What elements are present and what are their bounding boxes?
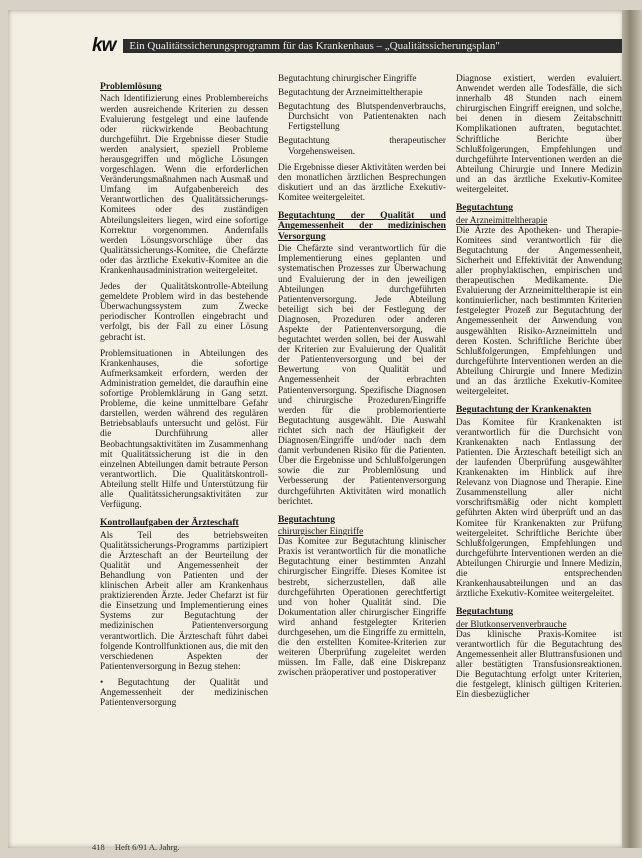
- header-title: Ein Qualitätssicherungsprogramm für das Krankenhaus – „Qualitätssicherungsplan": [123, 39, 622, 53]
- paragraph: Nach Identifizierung eines Problembereichs werden ausreichende Kriterien zu dessen Evaluierung festgelegt und eine laufende oder rückwirkende Beobachtung durchgeführt. Die Ergebnisse dieser Studie werden analysiert, speziell Probleme herausgegriffen und mögliche Lösungen vorgeschlagen. Wenn die erforderlichen Veränderungsmaßnahmen nach Ausmaß und Umfang im Aufgabenbereich des Verantwortlichen des Qualitätssicherungs-Komitees oder des zuständigen Abteilungsleiters liegen, wird eine sofortige Korrektur vorgenommen. Andernfalls werden Lösungsvorschläge über das Qualitätssicherungs-Komitee, die Chefärzte oder das ärztliche Exekutiv-Komitee an die Krankenhausadministration weitergeleitet.: [100, 94, 268, 276]
- paragraph: Das klinische Praxis-Komitee ist verantwortlich für die Begutachtung des Angemessenheit aller Bluttransfusionen und aller bestätigten Transfusionsreaktionen. Die Begutachtung erfolgt unter Kriterien, die festgelegt, klinisch gültigen Kriterien. Ein diesbezüglicher: [456, 629, 622, 701]
- column-2: [278, 74, 446, 685]
- paragraph: Die Chefärzte sind verantwortlich für die Implementierung eines geplanten und systematischen Prozesses zur Überwachung und Evaluierung der in den jeweiligen Abteilungen durchgeführten Patientenversorgung. Jede Abteilung beteiligt sich bei der Festlegung der Diagnosen, Prozeduren oder anderen Aspekte der Patientenversorgung, die begutachtet werden sollen, bei der Auswahl der Kriterien zur Evaluierung der Qualität der Patientenversorgung und bei der Bewertung von Qualität und Angemessenheit der erbrachten Patientenversorgung. Spezifische Diagnosen und chirurgische Prozeduren/Eingriffe werden für die problemorientierte Begutachtung ausgewählt. Die Auswahl richtet sich nach der Häufigkeit der Diagnosen/Eingriffe und/oder nach dem damit verbundenen Risiko für die Patienten. Über die Ergebnisse und Schlußfolgerungen sowie die zur Problemlösung und Verbesserung der Patientenversorgung durchgeführten Aktivitäten wird monatlich berichtet.: [278, 244, 446, 507]
- page: [8, 10, 624, 848]
- paragraph: Das Komitee zur Begutachtung klinischer Praxis ist verantwortlich für die monatliche Begutachtung einer bestimmten Anzahl chirurgischer Eingriffe. Dieses Komitee ist bestrebt, sicherzustellen, daß alle durchgeführten Operationen gerechtfertigt und von hoher Qualität sind. Die Dokumentation aller chirurgischer Eingriffe wird anhand festgelegter Kriterien durchgesehen, um die Eingriffe zu ermitteln, die den erstellten Komitee-Kriterien zur weiteren Überprüfung zugeleitet werden müssen. Im Falle, daß eine Diskrepanz zwischen präoperativer und postoperativer: [278, 537, 446, 679]
- paragraph: Als Teil des betriebsweiten Qualitätssicherungs-Programms partizipiert die Ärzteschaft an der Beurteilung der Qualität und Angemessenheit der Behandlung von Patienten und der klinischen Arbeit aller am Krankenhaus praktizierenden Ärzte. Jeder Chefarzt ist für die Einsetzung und Implementierung eines Systems zur Begutachtung der medizinischen Patientenversorgung verantwortlich. Die Ärzteschaft führt dabei folgende Kontrollfunktionen aus, die mit den verschiedenen Aspekten der Patientenversorgung in Bezug stehen:: [100, 530, 268, 672]
- bullet-item: • Begutachtung der Qualität und Angemessenheit der medizinischen Patientenversorgung: [100, 677, 268, 709]
- heading-chirurgischer-eingriffe: chirurgischer Eingriffe: [278, 527, 364, 538]
- bullet-item: Begutachtung des Blutspendenverbrauchs, Durchsicht von Patientenakten nach Fertigstellung: [278, 102, 446, 133]
- heading-blutkonserven: der Blutkonservenverbrauche: [456, 619, 567, 630]
- paragraph: Jedes der Qualitätskontrolle-Abteilung gemeldete Problem wird in das bestehende Überwachungssystem zum Zwecke periodischer Kontrollen eingebracht und verfolgt, bis der Fall zu einer Lösung gebracht ist.: [100, 282, 268, 343]
- paragraph: Das Komitee für Krankenakten ist verantwortlich für die Durchsicht von Krankenakten nach Entlassung der Patienten. Die Ärzteschaft beteiligt sich an der laufenden Überprüfung ausgewählter Krankenakten im Hinblick auf ihre Relevanz von Diagnose und Therapie. Eine Zusammenstellung aller nicht vorschriftsmäßig oder nicht komplett geführten Akten wird überprüft und an das Komitee für Krankenakten zur Prüfung weitergeleitet. Schriftliche Berichte über Schlußfolgerungen, Empfehlungen und durchgeführte Interventionen werden an die Abteilungen Chirurgie und Innere Medizin, die entsprechenden Krankenhausabteilungen und an das ärztliche Exekutiv-Komitee weitergeleitet.: [456, 417, 622, 600]
- paragraph: Diagnose existiert, werden evaluiert. Anwendet werden alle Todesfälle, die sich innerhalb 48 Stunden nach einem chirurgischen Eingriff ereignen, und solche, bei denen in diesem Zeitabschnitt Komplikationen auftraten, begutachtet. Schriftliche Berichte über Schlußfolgerungen, Empfehlungen und durchgeführte Interventionen werden an die Abteilung Chirurgie und Innere Medizin und an das ärztliche Exekutiv-Komitee weitergeleitet.: [456, 74, 622, 196]
- paragraph: Die Ärzte des Apotheken- und Therapie-Komitees sind verantwortlich für die Begutachtung der Angemessenheit, Sicherheit und Effektivität der Anwendung aller prophylaktischen, empirischen und therapeutischen Medikamente. Die Evaluierung der Arzneimitteltherapie ist ein kontinuierlicher, nach bestimmten Kriterien festgelegter Prozeß zur Begutachtung der Angemessenheit der Anwendung von ausgewählten Risiko-Arzneimitteln und deren Kosten. Schriftliche Berichte über Schlußfolgerungen, Empfehlungen und durchgeführte Interventionen werden an die Abteilung Chirurgie und Innere Medizin und an das ärztliche Exekutiv-Komitee weitergeleitet.: [456, 225, 622, 398]
- issue-label: Heft 6/91 A. Jahrg.: [114, 842, 180, 852]
- bullet-item: Begutachtung therapeutischer Vorgehensweisen.: [278, 136, 446, 157]
- running-header: [92, 34, 622, 56]
- heading-problemloesung: Problemlösung: [100, 81, 162, 92]
- journal-logo: kw: [92, 34, 116, 56]
- column-1: [100, 74, 268, 714]
- heading-qualitaet: Begutachtung der Qualität und Angemessenheit der medizinischen Versorgung: [278, 210, 446, 242]
- bullet-list: [278, 74, 446, 157]
- page-footer: [92, 842, 188, 852]
- bullet-item: Begutachtung der Arzneimitteltherapie: [278, 88, 423, 99]
- bullet-item: Begutachtung chirurgischer Eingriffe: [278, 74, 417, 84]
- heading-begutachtung: Begutachtung: [456, 606, 514, 618]
- paragraph: Die Ergebnisse dieser Aktivitäten werden bei den monatlichen ärztlichen Besprechungen diskutiert und an das ärztliche Exekutiv-Komitee weitergeleitet.: [278, 162, 446, 203]
- heading-arzneimitteltherapie: der Arzneimitteltherapie: [456, 215, 548, 226]
- heading-begutachtung: Begutachtung: [278, 513, 336, 525]
- heading-begutachtung: Begutachtung: [456, 202, 514, 214]
- heading-kontrollaufgaben: Kontrollaufgaben der Ärzteschaft: [100, 517, 239, 529]
- heading-krankenakten: Begutachtung der Krankenakten: [456, 404, 592, 416]
- column-3: [456, 74, 622, 706]
- paragraph: Problemsituationen in Abteilungen des Krankenhauses, die sofortige Aufmerksamkeit erfordern, werden der Administration gemeldet, die daraufhin eine sofortige Problemklärung in Gang setzt. Probleme, die keine unmittelbare Gefahr darstellen, werden während des regulären Betriebsablaufs untersucht und gelöst. Für die Durchführung aller Beobachtungsaktivitäten im Zusammenhang mit Qualitätssicherung ist die in den einzelnen Abteilungen damit betraute Person verantwortlich. Die Qualitätskontroll-Abteilung stellt Hilfe und Unterstützung für alle Qualitätssicherungsaktivitäten zur Verfügung.: [100, 348, 268, 511]
- page-number: 418: [92, 842, 105, 852]
- book-spine: [622, 10, 642, 848]
